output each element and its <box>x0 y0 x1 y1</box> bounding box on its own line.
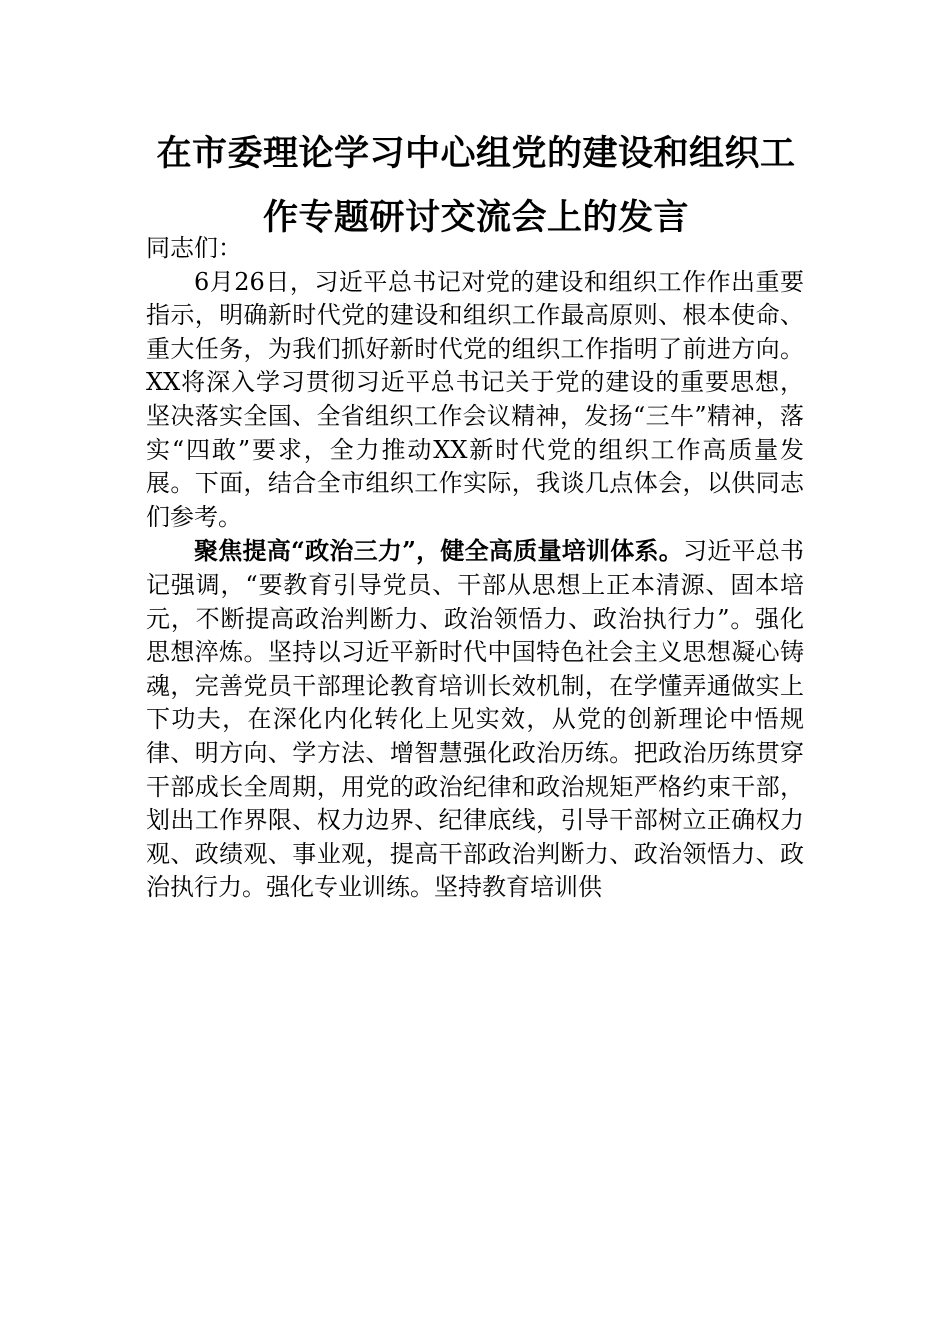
greeting: 同志们： <box>146 234 242 262</box>
title-line-2: 作专题研讨交流会上的发言 <box>262 197 689 238</box>
document-body <box>146 232 804 905</box>
title-line-1: 在市委理论学习中心组党的建设和组织工 <box>156 133 796 174</box>
paragraph-2-text: 习近平总书记强调，“要教育引导党员、干部从思想上正本清源、固本培元，不断提高政治判断力、政治领悟力、政治执行力”。强化思想淬炼。坚持以习近平新时代中国特色社会主义思想凝心铸魂，完善党员干部理论教育培训长效机制，在学懂弄通做实上下功夫，在深化内化转化上见实效，从党的创新理论中悟规律、明方向、学方法、增智慧强化政治历练。把政治历练贯穿干部成长全周期，用党的政治纪律和政治规矩严格约束干部，划出工作界限、权力边界、纪律底线，引导干部树立正确权力观、政绩观、事业观，提高干部政治判断力、政治领悟力、政治执行力。强化专业训练。坚持教育培训供 <box>146 537 805 902</box>
document-title <box>146 122 806 250</box>
paragraph-2 <box>146 534 804 905</box>
paragraph-1: 6月26日，习近平总书记对党的建设和组织工作作出重要指示，明确新时代党的建设和组织工作最高原则、根本使命、重大任务，为我们抓好新时代党的组织工作指明了前进方向。XX将深入学习贯彻习近平总书记关于党的建设的重要思想，坚决落实全国、全省组织工作会议精神，发扬“三牛”精神，落实“四敢”要求，全力推动XX新时代党的组织工作高质量发展。下面，结合全市组织工作实际，我谈几点体会，以供同志们参考。 <box>146 267 804 531</box>
paragraph-2-heading: 聚焦提高“政治三力”，健全高质量培训体系。 <box>194 536 683 566</box>
